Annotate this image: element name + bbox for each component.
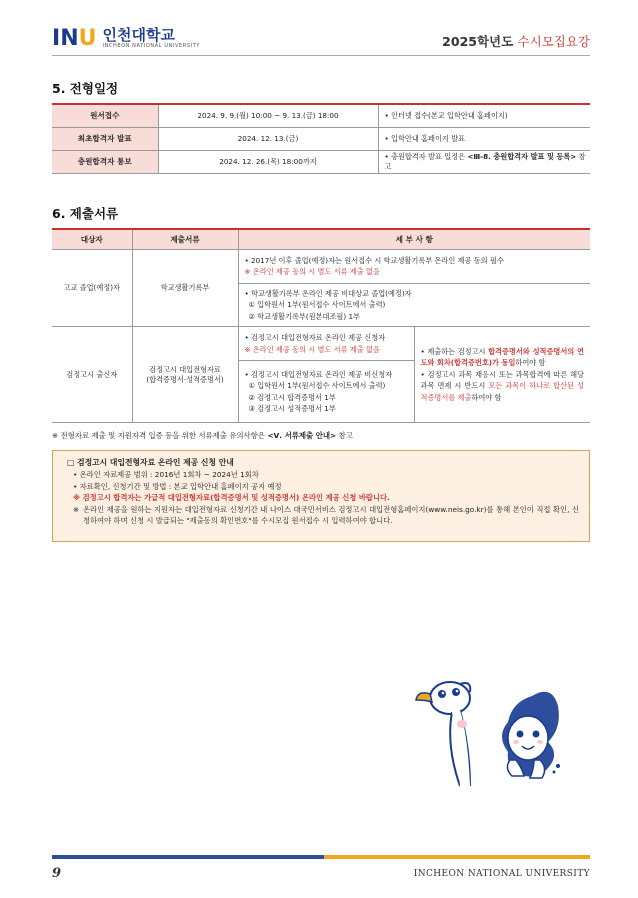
footer-bar-yellow xyxy=(324,855,590,859)
online-data-info-box: □ 검정고시 대입전형자료 온라인 제공 신청 안내 • 온라인 자료제공 범위 : 2016년 1회차 ~ 2024년 1회차 • 자료확인, 신청기간 및 방법 : 본교 입학안내 홈페이지 공지 예정 ※ 검정고시 합격자는 가급적 대입전형자료(합격증명서 및 성적증명서) 온라인 제공 신청 바랍니다. ※ 온라인 제공을 원하는 지원자는 대입전형자료 신청기간 내 나이스 대국민서비스 검정고시 대입전형홈페이지(www.neis.go.kr)를 통해 본인이 직접 확인, 신청하여야 하며 신청 시 발급되는 "제출동의 확인번호"를 수시모집 원서접수 시 입력하여야 합니다. xyxy=(52,450,590,542)
mascot-illustration xyxy=(412,676,562,796)
row-label: 원서접수 xyxy=(52,104,158,127)
detail-cell: • 학교생활기록부 온라인 제공 비대상교 졸업(예정)자 ① 입학원서 1부(원서접수 사이트에서 출력) ② 학교생활기록부(원본대조필) 1부 xyxy=(238,283,590,327)
row-description: • 인터넷 접수(본교 입학안내 홈페이지) xyxy=(378,104,590,127)
bird-mascot-icon xyxy=(416,682,470,786)
column-header: 세 부 사 항 xyxy=(238,229,590,249)
page-header xyxy=(52,24,590,56)
footer-bar-blue xyxy=(52,855,324,859)
row-description: • 입학안내 홈페이지 발표 xyxy=(378,127,590,150)
section-title-schedule: 5. 전형일정 xyxy=(52,81,119,96)
footer-university-name: INCHEON NATIONAL UNIVERSITY xyxy=(413,869,590,879)
detail-cell: • 검정고시 대입전형자료 온라인 제공 신청자 ※ 온라인 제공 동의 시 별도 서류 제출 없음 xyxy=(238,327,414,361)
side-note-cell: • 제출하는 검정고시 합격증명서와 성적증명서의 연도와 회차(합격증번호)가 동일하여야 함 • 검정고시 과목 재응시 또는 과목합격에 따른 해당 과목 면제 시 반드시 모든 과목이 하나로 합산된 성적증명서를 제출하여야 함 xyxy=(414,327,590,423)
section-title-documents: 6. 제출서류 xyxy=(52,206,119,221)
university-logo xyxy=(52,26,200,50)
page-number: 9 xyxy=(52,866,62,881)
target-cell: 고교 졸업(예정)자 xyxy=(52,249,132,327)
row-description: • 충원합격자 발표 일정은 <Ⅲ-8. 충원합격자 발표 및 등록> 참고 xyxy=(378,150,590,173)
detail-cell: • 2017년 이후 졸업(예정)자는 원서접수 시 학교생활기록부 온라인 제공 동의 필수 ※ 온라인 제공 동의 시 별도 서류 제출 없음 xyxy=(238,249,590,283)
target-cell: 검정고시 출신자 xyxy=(52,327,132,423)
header-divider xyxy=(52,55,590,56)
document-cell: 검정고시 대입전형자료 (합격증명서·성적증명서) xyxy=(132,327,238,423)
documents-table xyxy=(52,228,590,423)
row-date: 2024. 12. 26.(목) 18:00까지 xyxy=(158,150,378,173)
detail-cell: • 검정고시 대입전형자료 온라인 제공 비신청자 ① 입학원서 1부(원서접수 사이트에서 출력) ② 검정고시 합격증명서 1부 ③ 검정고시 성적증명서 1부 xyxy=(238,361,414,423)
logo-korean-name: 인천대학교 xyxy=(102,25,175,44)
column-header: 대상자 xyxy=(52,229,132,249)
schedule-table xyxy=(52,103,590,174)
row-date: 2024. 9. 9.(월) 10:00 ~ 9. 13.(금) 18:00 xyxy=(158,104,378,127)
table-row xyxy=(52,127,590,150)
lion-mascot-icon xyxy=(502,692,560,778)
table-row xyxy=(52,150,590,173)
submission-note: ※ 전형자료 제출 및 지원자격 입증 등을 위한 서류제출 유의사항은 <Ⅴ. 서류제출 안내> 참고 xyxy=(52,431,353,440)
document-title: 2025학년도 수시모집요강 xyxy=(442,34,590,49)
table-row xyxy=(52,327,590,361)
table-header-row xyxy=(52,229,590,249)
table-row xyxy=(52,104,590,127)
row-label: 최초합격자 발표 xyxy=(52,127,158,150)
table-row xyxy=(52,249,590,283)
logo-english-name: INCHEON NATIONAL UNIVERSITY xyxy=(102,42,201,49)
row-date: 2024. 12. 13.(금) xyxy=(158,127,378,150)
document-cell: 학교생활기록부 xyxy=(132,249,238,327)
logo-mark: I N U xyxy=(52,26,97,51)
column-header: 제출서류 xyxy=(132,229,238,249)
row-label: 충원합격자 통보 xyxy=(52,150,158,173)
info-box-title: □ 검정고시 대입전형자료 온라인 제공 신청 안내 xyxy=(67,458,234,467)
